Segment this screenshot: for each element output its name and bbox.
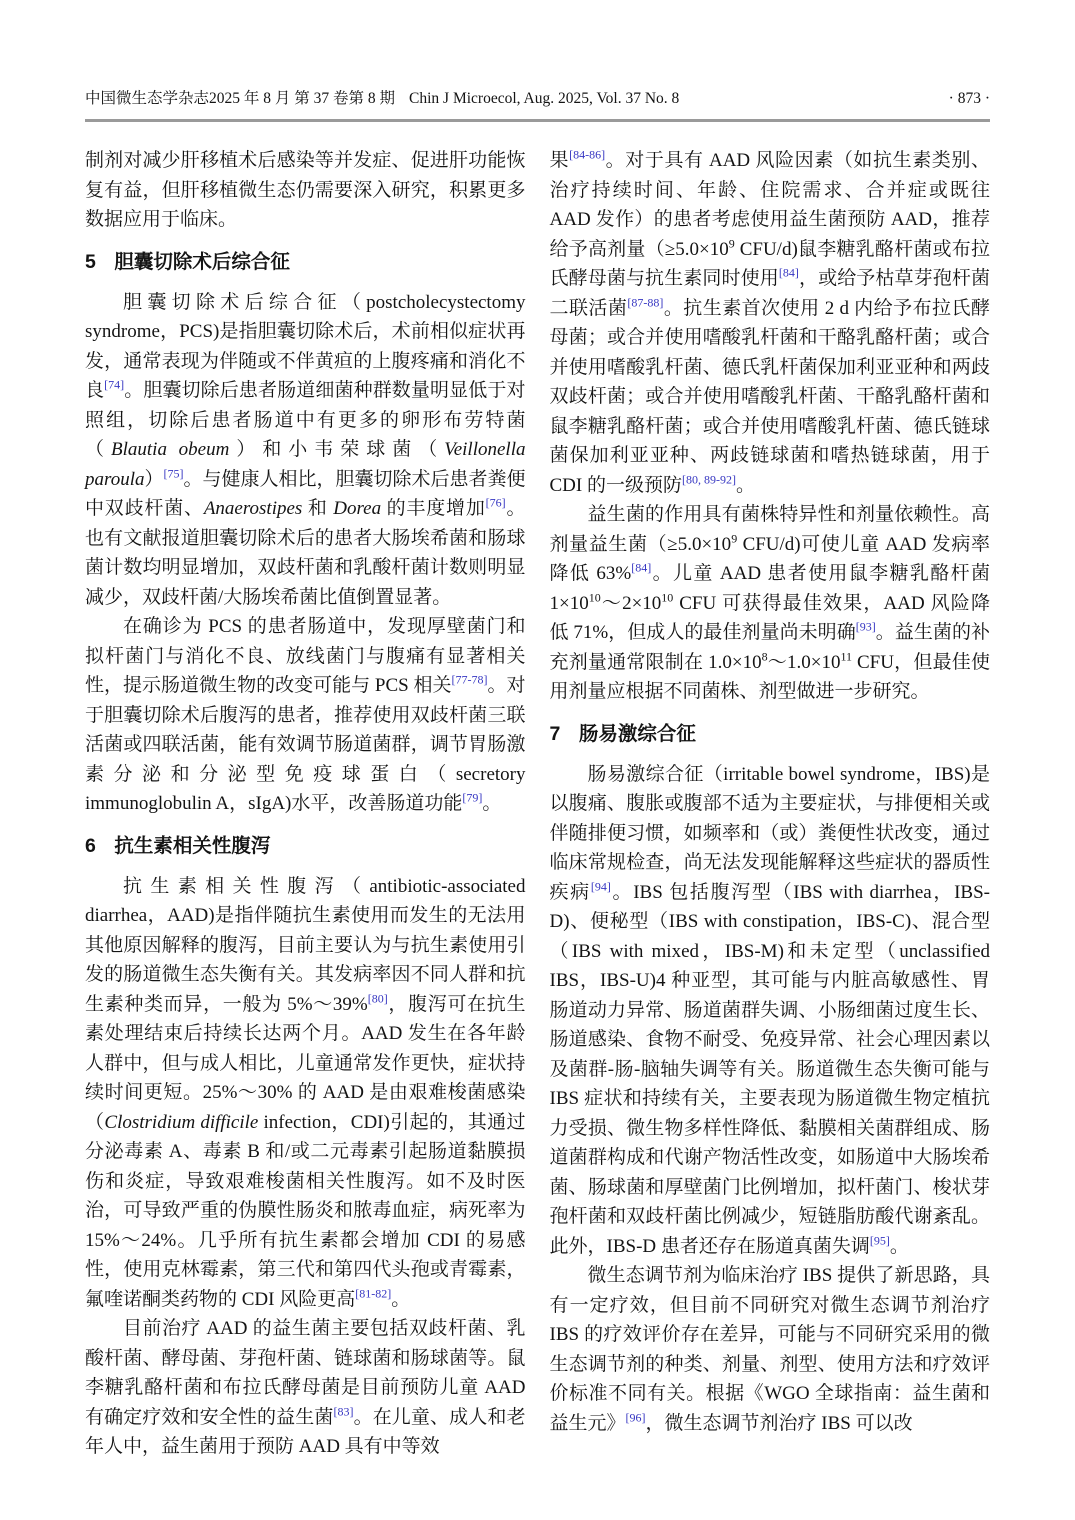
citation-ref[interactable]: [93] [855, 619, 876, 634]
citation-ref[interactable]: [80] [367, 991, 388, 1006]
citation-ref[interactable]: [87-88] [627, 295, 664, 310]
page-number: · 873 · [948, 90, 990, 107]
section-heading [85, 248, 526, 277]
citation-ref[interactable]: [75] [163, 466, 184, 481]
citation-ref[interactable]: [79] [462, 790, 483, 805]
citation-ref[interactable]: [84-86] [569, 147, 606, 162]
citation-ref[interactable]: [76] [485, 495, 506, 510]
paragraph: 益生菌的作用具有菌株特异性和剂量依赖性。高剂量益生菌（$\ge 5.0\times 10^9$ CFU/d)可使儿童 AAD 发病率降低 63%[84]。儿童 AAD 患者使用鼠李糖乳酪杆菌 $1\times 10^{10}\sim 2\times 10^{10}$ CFU 可获得最佳效果，AAD 风险降低 71%，但成人的最佳剂量尚未明确[93]。益生菌的补充剂量通常限制在 $1.0\times 10^8\sim 1.0\times 10^{11}$ CFU，但最佳使用剂量应根据不同菌株、剂型做进一步研究。 [549, 504, 991, 702]
citation-ref[interactable]: [74] [104, 377, 125, 392]
exponent-superscript: 8 [761, 649, 768, 664]
exponent-superscript: 10 [661, 590, 674, 605]
species-name-italic: Anaerostipes [203, 498, 303, 519]
journal-title-en: Chin J Microecol, Aug. 2025, Vol. 37 No. 8 [409, 90, 680, 107]
section-number: 7 [549, 722, 561, 745]
exponent-superscript: 10 [588, 590, 601, 605]
article-body [85, 146, 990, 1462]
running-head [85, 88, 990, 122]
paragraph: 胆囊切除术后综合征（postcholecystectomy syndrome，PCS)是指胆囊切除术后，术前相似症状再发，通常表现为伴随或不伴黄疸的上腹疼痛和消化不良[74]。胆囊切除后患者肠道细菌种群数量明显低于对照组，切除后患者肠道中有更多的卵形布劳特菌（Blautia obeum）和小韦荣球菌（Veillonella paroula）[75]。与健康人相比，胆囊切除术后患者粪便中双歧杆菌、Anaerostipes 和 Dorea 的丰度增加[76]。也有文献报道胆囊切除术后的患者大肠埃希菌和肠球菌计数均明显增加，双歧杆菌和乳酸杆菌计数则明显减少，双歧杆菌/大肠埃希菌比值倒置显著。 [85, 291, 526, 608]
paragraph: 目前治疗 AAD 的益生菌主要包括双歧杆菌、乳酸杆菌、酵母菌、芽孢杆菌、链球菌和肠球菌等。鼠李糖乳酪杆菌和布拉氏酵母菌是目前预防儿童 AAD 有确定疗效和安全性的益生菌[83]。在儿童、成人和老年人中，益生菌用于预防 AAD 具有中等效 [85, 1318, 526, 1457]
left-column [85, 146, 526, 1462]
right-column [550, 146, 991, 1462]
section-title: 肠易激综合征 [578, 722, 696, 745]
journal-identification [85, 88, 679, 110]
paragraph-continuation: 制剂对减少肝移植术后感染等并发症、促进肝功能恢复有益，但肝移植微生态仍需要深入研究，积累更多数据应用于临床。 [85, 150, 526, 230]
paragraph-continuation: 果[84-86]。对于具有 AAD 风险因素（如抗生素类别、治疗持续时间、年龄、住院需求、合并症或既往 AAD 发作）的患者考虑使用益生菌预防 AAD，推荐给予高剂量（$\ge 5.0\times 10^9$ CFU/d)鼠李糖乳酪杆菌或布拉氏酵母菌与抗生素同时使用[84]，或给予枯草芽孢杆菌二联活菌[87-88]。抗生素首次使用 2 d 内给予布拉氏酵母菌；或合并使用嗜酸乳杆菌和干酪乳酪杆菌；或合并使用嗜酸乳杆菌、德氏乳杆菌保加利亚亚种和两歧双歧杆菌；或合并使用嗜酸乳杆菌、干酪乳酪杆菌和鼠李糖乳酪杆菌；或合并使用嗜酸乳杆菌、德氏链球菌保加利亚亚种、两歧链球菌和嗜热链球菌，用于 CDI 的一级预防[80, 89-92]。 [549, 147, 990, 496]
paragraph: 抗生素相关性腹泻（antibiotic-associated diarrhea，AAD)是指伴随抗生素使用而发生的无法用其他原因解释的腹泻，目前主要认为与抗生素使用引发的肠道微生态失衡有关。其发病率因不同人群和抗生素种类而异，一般为 5%～39%[80]，腹泻可在抗生素处理结束后持续长达两个月。AAD 发生在各年龄人群中，但与成人相比，儿童通常发作更快，症状持续时间更短。25%～30% 的 AAD 是由艰难梭菌感染（Clostridium difficile infection，CDI)引起的，其通过分泌毒素 A、毒素 B 和/或二元毒素引起肠道黏膜损伤和炎症，导致艰难梭菌相关性腹泻。如不及时医治，可导致严重的伪膜性肠炎和脓毒血症，病死率为 15%～24%。几乎所有抗生素都会增加 CDI 的易感性，使用克林霉素，第三代和第四代头孢或青霉素，氟喹诺酮类药物的 CDI 风险更高[81-82]。 [85, 875, 526, 1310]
species-name-italic: Veillonella paroula [85, 439, 526, 490]
citation-ref[interactable]: [83] [333, 1404, 354, 1419]
exponent-superscript: 9 [728, 236, 735, 251]
paragraph: 肠易激综合征（irritable bowel syndrome，IBS)是以腹痛、腹胀或腹部不适为主要症状，与排便相关或伴随排便习惯，如频率和（或）粪便性状改变，通过临床常规检查，尚无法发现能解释这些症状的器质性疾病[94]。IBS 包括腹泻型（IBS with diarrhea，IBS-D)、便秘型（IBS with constipation，IBS-C)、混合型（IBS with mixed，IBS-M)和未定型（unclassified IBS，IBS-U)4 种亚型，其可能与内脏高敏感性、胃肠道动力异常、肠道菌群失调、小肠细菌过度生长、肠道感染、食物不耐受、免疫异常、社会心理因素以及菌群-肠-脑轴失调等有关。肠道微生态失衡可能与 IBS 症状和持续有关，主要表现为肠道微生物定植抗力受损、微生物多样性降低、黏膜相关菌群组成、肠道菌群构成和代谢产物活性改变，如肠道中大肠埃希菌、肠球菌和厚壁菌门比例增加，拟杆菌门、梭状芽孢杆菌和双歧杆菌比例减少，短链脂肪酸代谢紊乱。此外，IBS-D 患者还存在肠道真菌失调[95]。 [549, 763, 990, 1257]
citation-ref[interactable]: [94] [590, 879, 611, 894]
exponent-superscript: 11 [840, 649, 853, 664]
species-name-italic: Dorea [333, 498, 382, 519]
citation-ref[interactable]: [84] [778, 265, 799, 280]
citation-ref[interactable]: [81-82] [355, 1286, 392, 1301]
citation-ref[interactable]: [77-78] [451, 672, 488, 687]
section-number: 6 [85, 834, 96, 857]
citation-ref[interactable]: [84] [631, 560, 652, 575]
journal-title-cn: 中国微生态学杂志2025 年 8 月 第 37 卷第 8 期 [85, 90, 396, 107]
citation-ref[interactable]: [80, 89-92] [681, 472, 736, 487]
paragraph: 微生态调节剂为临床治疗 IBS 提供了新思路，具有一定疗效，但目前不同研究对微生态调节剂治疗 IBS 的疗效评价存在差异，可能与不同研究采用的微生态调节剂的种类、剂量、剂型、使用方法和疗效评价标准不同有关。根据《WGO 全球指南：益生菌和益生元》[96]，微生态调节剂治疗 IBS 可以改 [549, 1265, 990, 1434]
section-number: 5 [85, 250, 96, 273]
exponent-superscript: 9 [731, 531, 738, 546]
section-heading [550, 720, 991, 749]
species-name-italic: Blautia obeum [111, 439, 230, 460]
section-title: 胆囊切除术后综合征 [114, 250, 290, 273]
paragraph: 在确诊为 PCS 的患者肠道中，发现厚壁菌门和拟杆菌门与消化不良、放线菌门与腹痛有显著相关性，提示肠道微生物的改变可能与 PCS 相关[77-78]。对于胆囊切除术后腹泻的患者，推荐使用双歧杆菌三联活菌或四联活菌，能有效调节肠道菌群，调节胃肠激素分泌和分泌型免疫球蛋白（secretory immunoglobulin A，sIgA)水平，改善肠道功能[79]。 [85, 616, 526, 814]
species-name-italic: Clostridium difficile [104, 1111, 259, 1133]
citation-ref[interactable]: [95] [869, 1233, 890, 1248]
section-heading [85, 832, 526, 861]
citation-ref[interactable]: [96] [625, 1410, 646, 1425]
section-title: 抗生素相关性腹泻 [114, 834, 271, 857]
